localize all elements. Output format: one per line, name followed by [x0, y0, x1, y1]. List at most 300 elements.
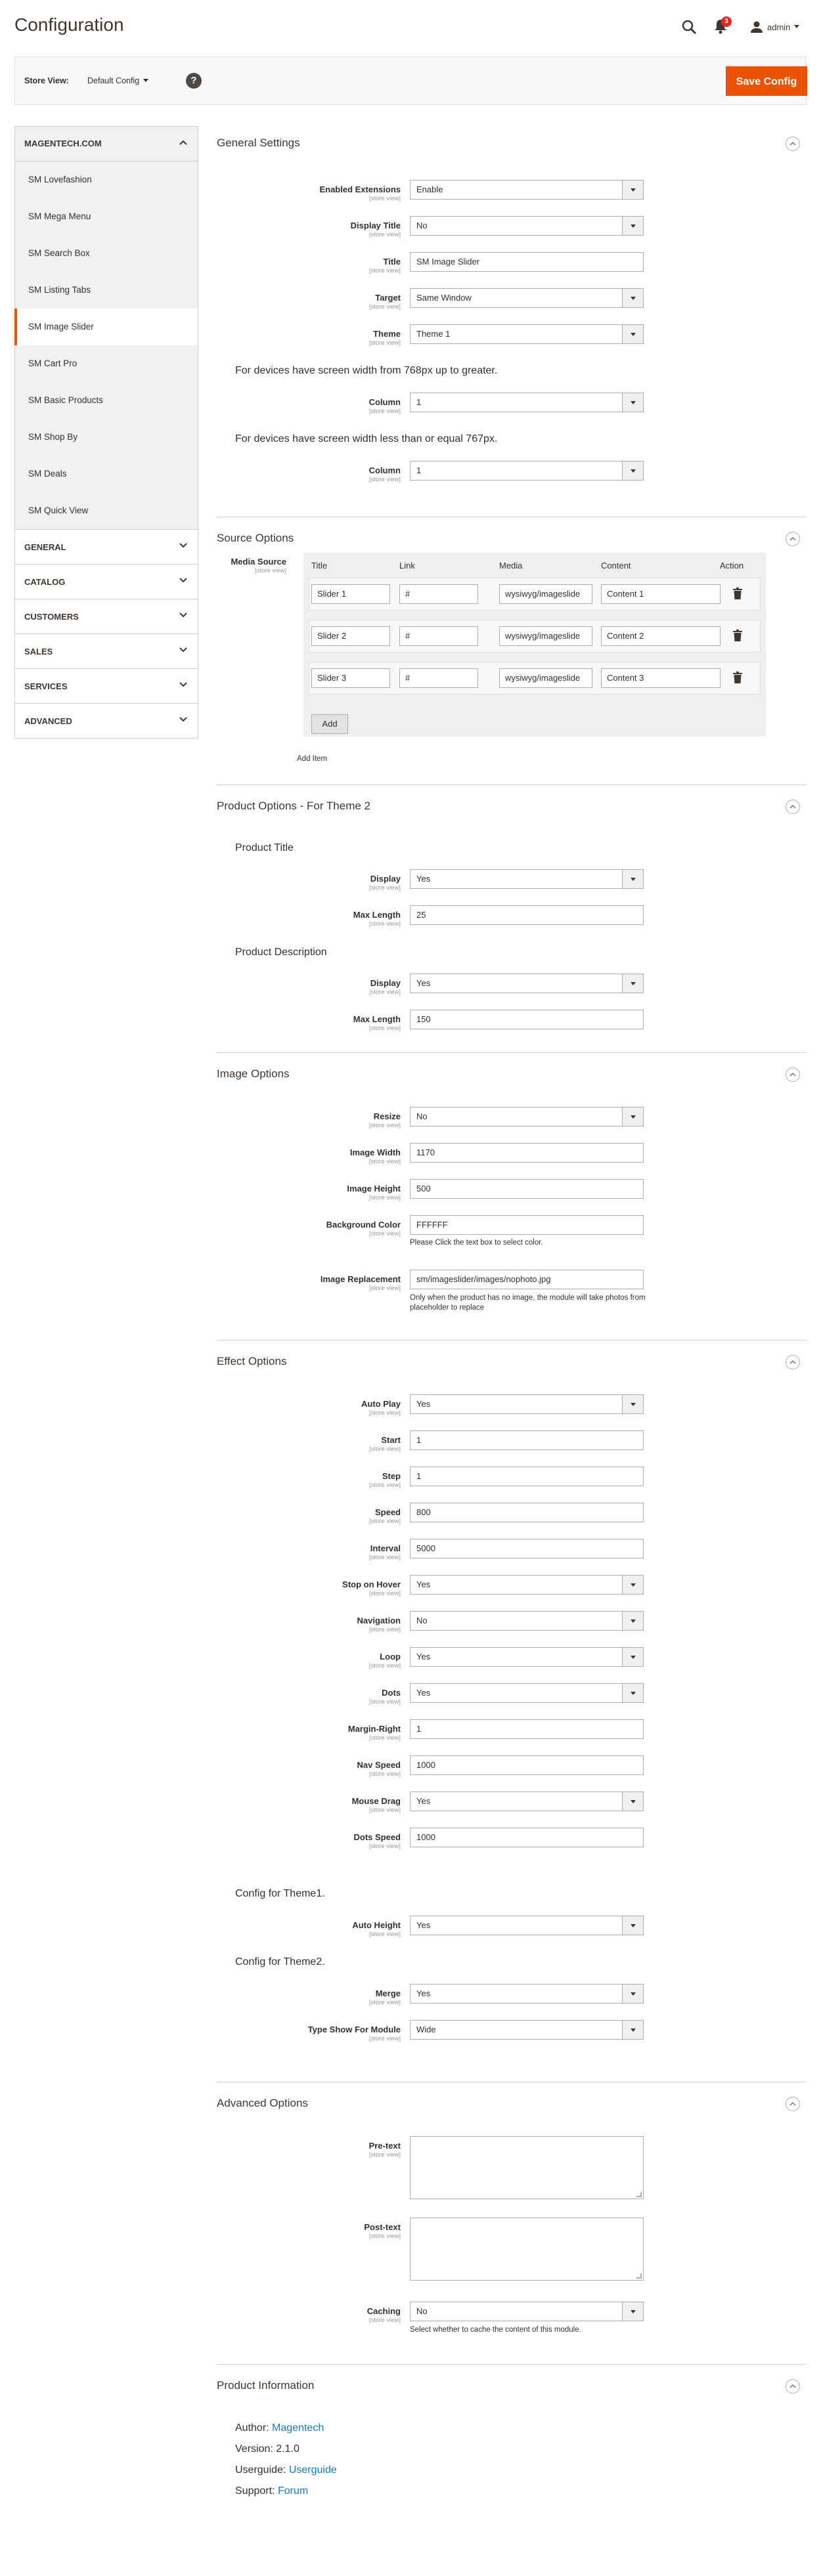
column-large-row	[217, 393, 807, 419]
select-value: Yes	[416, 978, 431, 988]
merge-select[interactable]	[410, 1984, 644, 2004]
speed-row	[217, 1503, 807, 1529]
collapse-toggle-icon[interactable]	[786, 137, 800, 151]
select-value: 1	[416, 397, 422, 407]
delete-row-trash-icon[interactable]	[733, 588, 745, 601]
scope-label: [store view]	[368, 2035, 401, 2042]
chevron-down-icon	[179, 717, 187, 722]
dots-select[interactable]	[410, 1683, 644, 1703]
sidebar-tab-magentech[interactable]	[14, 126, 198, 161]
scope-label: [store view]	[368, 1122, 401, 1129]
navigation-select[interactable]	[410, 1611, 644, 1631]
interval-input[interactable]: 5000	[410, 1539, 644, 1558]
select-value: Yes	[416, 1988, 431, 1998]
select-arrow-icon	[622, 1916, 643, 1935]
nav-speed-row	[217, 1755, 807, 1782]
field-label: Enabled Extensions	[319, 184, 401, 194]
caching-select[interactable]	[410, 2302, 644, 2321]
title-display-select[interactable]	[410, 869, 644, 889]
select-arrow-icon	[622, 181, 643, 199]
auto-play-row	[217, 1394, 807, 1421]
chevron-down-icon	[179, 647, 187, 653]
desc-display-row	[217, 974, 807, 1000]
support-link[interactable]: Forum	[277, 2485, 309, 2497]
scope-label: [store view]	[368, 1626, 401, 1633]
image-options-section	[217, 1053, 807, 1341]
scope-label: [store view]	[368, 476, 401, 483]
field-label: Image Height	[347, 1184, 401, 1193]
store-view-value: Default Config	[87, 76, 140, 85]
support-line	[235, 2485, 308, 2497]
media-source-label: Media Source	[231, 557, 286, 567]
sidebar-group-services[interactable]	[14, 669, 198, 704]
select-arrow-icon	[622, 2021, 643, 2039]
chevron-down-icon	[179, 612, 187, 618]
theme-select[interactable]	[410, 324, 644, 344]
search-icon[interactable]	[680, 18, 698, 35]
select-value: 1	[416, 465, 422, 475]
scope-label: [store view]	[368, 1771, 401, 1778]
sidebar-item-sm-quick-view[interactable]	[14, 492, 198, 529]
loop-row	[217, 1647, 807, 1673]
caret-down-icon	[794, 25, 799, 29]
select-value: Yes	[416, 1579, 431, 1589]
grid-header-action: Action	[720, 561, 744, 570]
column-small-row	[217, 461, 807, 487]
save-config-button[interactable]: Save Config	[726, 66, 807, 96]
section-title[interactable]: General Settings	[217, 137, 300, 149]
help-icon[interactable]: ?	[186, 73, 202, 89]
auto-play-select[interactable]	[410, 1394, 644, 1414]
grid-link-input[interactable]: #	[399, 626, 478, 646]
section-title[interactable]: Effect Options	[217, 1355, 287, 1367]
caret-down-icon	[143, 79, 148, 83]
field-label: Loop	[380, 1652, 401, 1662]
select-value: Yes	[416, 1796, 431, 1806]
sidebar-item-sm-shop-by[interactable]	[14, 419, 198, 456]
desc-display-select[interactable]	[410, 974, 644, 993]
post-text-textarea[interactable]	[410, 2218, 644, 2281]
auto-height-select[interactable]	[410, 1916, 644, 1935]
theme1-config-heading: Config for Theme1.	[235, 1888, 325, 1899]
notifications-count-badge: 3	[721, 16, 732, 27]
field-label: Background Color	[326, 1220, 401, 1230]
scope-label: [store view]	[368, 1662, 401, 1669]
grid-header-content: Content	[601, 561, 631, 570]
select-arrow-icon	[622, 1648, 643, 1666]
sidebar-item-sm-deals[interactable]	[14, 456, 198, 492]
field-label: Max Length	[353, 1014, 401, 1024]
field-label: Display	[370, 978, 401, 988]
auto-height-row	[217, 1916, 807, 1942]
pre-text-textarea[interactable]	[410, 2136, 644, 2199]
target-select[interactable]	[410, 288, 644, 308]
sidebar-item-sm-mega-menu[interactable]	[14, 198, 198, 235]
grid-header-media: Media	[499, 561, 523, 570]
store-view-label: Store View:	[24, 76, 69, 85]
select-value: Yes	[416, 1688, 431, 1698]
select-value: Wide	[416, 2025, 436, 2034]
nav-speed-input[interactable]: 1000	[410, 1755, 644, 1775]
section-title[interactable]: Source Options	[217, 532, 294, 544]
column-large-select[interactable]	[410, 393, 644, 412]
grid-media-input[interactable]: wysiwyg/imageslide	[499, 584, 592, 604]
field-label: Nav Speed	[357, 1760, 401, 1770]
sidebar-group-label: GENERAL	[24, 542, 66, 552]
product-information-section	[217, 2365, 807, 2576]
image-height-input[interactable]: 500	[410, 1179, 644, 1199]
dots-row	[217, 1683, 807, 1709]
collapse-toggle-icon[interactable]	[786, 2379, 800, 2394]
sidebar-item-label: SM Deals	[28, 469, 67, 479]
section-title[interactable]: Advanced Options	[217, 2097, 308, 2109]
field-label: Auto Height	[352, 1920, 401, 1930]
store-view-bar	[14, 56, 807, 105]
step-input[interactable]: 1	[410, 1467, 644, 1486]
image-width-row	[217, 1143, 807, 1169]
image-replacement-note: Only when the product has no image, the module will take photos from placeholder to replace	[410, 1294, 646, 1312]
enabled-extensions-select[interactable]	[410, 180, 644, 200]
scope-label: [store view]	[368, 2317, 401, 2324]
field-label: Title	[383, 257, 401, 267]
scope-label: [store view]	[368, 1698, 401, 1706]
sidebar-item-label: SM Lovefashion	[28, 175, 92, 184]
merge-row	[217, 1984, 807, 2010]
section-title[interactable]: Product Information	[217, 2379, 315, 2392]
target-row	[217, 288, 807, 314]
field-label: Interval	[370, 1543, 401, 1553]
user-name: admin	[767, 22, 791, 32]
enabled-extensions-row	[217, 180, 807, 206]
sidebar-item-sm-image-slider[interactable]	[14, 309, 198, 345]
field-label: Max Length	[353, 910, 401, 920]
loop-select[interactable]	[410, 1647, 644, 1667]
field-label: Resize	[373, 1111, 401, 1121]
start-input[interactable]: 1	[410, 1430, 644, 1450]
title-row	[217, 252, 807, 278]
resize-select[interactable]	[410, 1107, 644, 1127]
image-replacement-input[interactable]: sm/imageslider/images/nophoto.jpg	[410, 1270, 644, 1289]
scope-label: [store view]	[368, 303, 401, 311]
sidebar-group-label: SERVICES	[24, 681, 68, 691]
interval-row	[217, 1539, 807, 1565]
margin-right-input[interactable]: 1	[410, 1719, 644, 1739]
select-arrow-icon	[622, 325, 643, 343]
scope-label: [store view]	[368, 1409, 401, 1417]
field-label: Speed	[374, 1507, 401, 1517]
select-arrow-icon	[622, 1792, 643, 1811]
title-maxlength-row	[217, 905, 807, 932]
select-value: No	[416, 1616, 428, 1625]
select-arrow-icon	[622, 393, 643, 412]
sidebar-item-label: SM Listing Tabs	[28, 285, 91, 295]
scope-label: [store view]	[368, 1230, 401, 1237]
title-input[interactable]: SM Image Slider	[410, 252, 644, 272]
config-sidebar	[14, 126, 198, 739]
grid-content-input[interactable]: Content 2	[601, 626, 721, 646]
collapse-toggle-icon[interactable]	[786, 2097, 800, 2111]
theme2-config-heading: Config for Theme2.	[235, 1956, 325, 1967]
scope-label: [store view]	[368, 1518, 401, 1525]
sidebar-group-advanced[interactable]	[14, 704, 198, 739]
effect-options-section	[217, 1341, 807, 2082]
sidebar-item-label: SM Basic Products	[28, 395, 104, 405]
scope-label: [store view]	[368, 1931, 401, 1938]
field-label: Image Replacement	[320, 1274, 401, 1284]
field-label: Step	[382, 1471, 401, 1481]
field-label: Auto Play	[361, 1399, 401, 1409]
grid-title-input[interactable]: Slider 3	[311, 668, 390, 688]
scope-label: [store view]	[368, 267, 401, 274]
delete-row-trash-icon[interactable]	[733, 672, 745, 685]
sidebar-item-sm-listing-tabs[interactable]	[14, 272, 198, 309]
desc-maxlength-input[interactable]: 150	[410, 1010, 644, 1029]
small-device-heading: For devices have screen width less than or equal 767px.	[235, 433, 498, 444]
image-height-row	[217, 1179, 807, 1205]
section-title[interactable]: Product Options - For Theme 2	[217, 800, 371, 812]
stop-on-hover-row	[217, 1575, 807, 1601]
sidebar-group-sales[interactable]	[14, 634, 198, 669]
page-header	[0, 0, 821, 56]
delete-row-trash-icon[interactable]	[733, 630, 745, 643]
version-line: Version: 2.1.0	[235, 2443, 300, 2455]
select-arrow-icon	[622, 217, 643, 235]
sidebar-group-catalog[interactable]	[14, 565, 198, 599]
grid-link-input[interactable]: #	[399, 668, 478, 688]
post-text-row	[217, 2218, 807, 2283]
field-label: Merge	[375, 1988, 401, 1998]
select-value: No	[416, 221, 428, 230]
scope-label: [store view]	[368, 1554, 401, 1561]
select-value: No	[416, 1111, 428, 1121]
sidebar-group-general[interactable]	[14, 530, 198, 565]
stop-on-hover-select[interactable]	[410, 1575, 644, 1595]
sidebar-group-label: CATALOG	[24, 577, 66, 587]
scope-label: [store view]	[368, 1482, 401, 1489]
section-title[interactable]: Image Options	[217, 1067, 290, 1080]
field-label: Mouse Drag	[351, 1796, 401, 1806]
sidebar-item-label: SM Cart Pro	[28, 358, 78, 368]
mouse-drag-row	[217, 1792, 807, 1818]
add-item-link[interactable]: Add Item	[297, 755, 328, 763]
scope-label: [store view]	[368, 231, 401, 238]
user-icon	[750, 20, 763, 33]
grid-content-input[interactable]: Content 1	[601, 584, 721, 604]
field-label: Start	[381, 1435, 401, 1445]
select-value: Yes	[416, 1399, 431, 1409]
resize-grip-icon[interactable]	[636, 2273, 642, 2279]
sidebar-item-sm-lovefashion[interactable]	[14, 161, 198, 198]
scope-label: [store view]	[368, 1807, 401, 1814]
display-title-select[interactable]	[410, 216, 644, 236]
grid-header-link: Link	[399, 561, 415, 570]
grid-content-input[interactable]: Content 3	[601, 668, 721, 688]
title-maxlength-input[interactable]: 25	[410, 905, 644, 925]
product-description-heading: Product Description	[235, 947, 327, 958]
title-display-row	[217, 869, 807, 895]
select-arrow-icon	[622, 1395, 643, 1413]
scope-label: [store view]	[368, 1734, 401, 1742]
field-label: Display	[370, 874, 401, 884]
mouse-drag-select[interactable]	[410, 1792, 644, 1811]
sidebar-group-label: CUSTOMERS	[24, 612, 79, 622]
scope-label: [store view]	[368, 408, 401, 415]
select-arrow-icon	[622, 1576, 643, 1594]
chevron-down-icon	[179, 578, 187, 583]
image-width-input[interactable]: 1170	[410, 1143, 644, 1163]
background-color-note: Please Click the text box to select color.	[410, 1239, 543, 1247]
sidebar-group-label: SALES	[24, 647, 53, 656]
advanced-options-section	[217, 2082, 807, 2365]
user-menu[interactable]	[750, 18, 799, 35]
step-row	[217, 1467, 807, 1493]
field-label: Display Title	[350, 221, 401, 230]
speed-input[interactable]: 800	[410, 1503, 644, 1522]
field-label: Pre-text	[368, 2141, 401, 2151]
pre-text-row	[217, 2136, 807, 2202]
author-link[interactable]: Magentech	[272, 2422, 324, 2434]
field-label: Dots	[382, 1688, 401, 1698]
type-show-select[interactable]	[410, 2020, 644, 2040]
sidebar-item-sm-search-box[interactable]	[14, 235, 198, 272]
select-arrow-icon	[622, 289, 643, 307]
collapse-toggle-icon[interactable]	[786, 1355, 800, 1369]
field-label: Navigation	[357, 1616, 401, 1625]
navigation-row	[217, 1611, 807, 1637]
sidebar-item-sm-basic-products[interactable]	[14, 382, 198, 419]
field-label: Image Width	[349, 1148, 401, 1157]
select-arrow-icon	[622, 1107, 643, 1126]
product-title-heading: Product Title	[235, 842, 294, 853]
start-row	[217, 1430, 807, 1457]
select-value: Yes	[416, 1920, 431, 1930]
page-title: Configuration	[14, 14, 124, 35]
scope-label: [store view]	[368, 339, 401, 347]
collapse-toggle-icon[interactable]	[786, 1067, 800, 1082]
select-value: Yes	[416, 1652, 431, 1662]
scope-label: [store view]	[368, 2233, 401, 2240]
sidebar-item-label: SM Quick View	[28, 505, 89, 515]
scope-label: [store view]	[368, 2151, 401, 2158]
scope-label: [store view]	[368, 195, 401, 202]
field-label: Theme	[373, 329, 401, 339]
grid-header-title: Title	[311, 561, 328, 570]
field-label: Target	[375, 293, 401, 303]
userguide-link[interactable]: Userguide	[288, 2464, 337, 2476]
field-label: Margin-Right	[347, 1724, 401, 1734]
chevron-down-icon	[179, 682, 187, 687]
resize-grip-icon[interactable]	[636, 2192, 642, 2197]
background-color-input[interactable]: FFFFFF	[410, 1215, 644, 1235]
scope-label: [store view]	[368, 1158, 401, 1165]
caching-note: Select whether to cache the content of this module.	[410, 2326, 581, 2334]
notifications-bell-icon[interactable]	[713, 18, 730, 36]
sidebar-item-label: SM Mega Menu	[28, 211, 91, 221]
dots-speed-input[interactable]: 1000	[410, 1828, 644, 1847]
column-small-select[interactable]	[410, 461, 644, 481]
scope-label: [store view]	[368, 1194, 401, 1201]
field-label: Post-text	[364, 2222, 401, 2232]
scope-label: [store view]	[368, 1446, 401, 1453]
select-value: No	[416, 2306, 428, 2316]
collapse-toggle-icon[interactable]	[786, 532, 800, 546]
add-row-button[interactable]: Add	[311, 714, 348, 734]
scope-label: [store view]	[368, 989, 401, 996]
scope-label: [store view]	[368, 1999, 401, 2006]
sidebar-item-label: SM Search Box	[28, 248, 90, 258]
background-color-row	[217, 1215, 807, 1241]
field-label: Column	[368, 397, 401, 407]
desc-maxlength-row	[217, 1010, 807, 1036]
select-arrow-icon	[622, 1612, 643, 1630]
field-label: Column	[368, 465, 401, 475]
sidebar-group-customers[interactable]	[14, 599, 198, 634]
type-show-row	[217, 2020, 807, 2046]
chevron-up-icon	[179, 140, 187, 145]
select-arrow-icon	[622, 870, 643, 888]
collapse-toggle-icon[interactable]	[786, 800, 800, 814]
scope-label: [store view]	[254, 567, 286, 574]
author-line	[235, 2422, 324, 2434]
field-label: Dots Speed	[353, 1832, 401, 1842]
support-label: Support:	[235, 2485, 275, 2497]
author-label: Author:	[235, 2422, 269, 2434]
general-settings-section	[217, 126, 807, 517]
select-arrow-icon	[622, 2302, 643, 2321]
sidebar-tab-label: MAGENTECH.COM	[24, 139, 102, 148]
userguide-label: Userguide:	[235, 2464, 286, 2476]
grid-title-input[interactable]: Slider 2	[311, 626, 390, 646]
resize-row	[217, 1107, 807, 1133]
sidebar-item-label: SM Shop By	[28, 432, 78, 442]
select-arrow-icon	[622, 1985, 643, 2003]
select-arrow-icon	[622, 1684, 643, 1702]
sidebar-item-label: SM Image Slider	[28, 322, 94, 332]
grid-media-input[interactable]: wysiwyg/imageslide	[499, 668, 592, 688]
select-arrow-icon	[622, 462, 643, 480]
select-arrow-icon	[622, 974, 643, 993]
userguide-line	[235, 2464, 337, 2476]
sidebar-item-sm-cart-pro[interactable]	[14, 345, 198, 382]
chevron-down-icon	[179, 543, 187, 548]
product-options-section	[217, 785, 807, 1053]
store-view-switcher[interactable]	[87, 76, 148, 85]
grid-title-input[interactable]: Slider 1	[311, 584, 390, 604]
dots-speed-row	[217, 1828, 807, 1854]
grid-media-input[interactable]: wysiwyg/imageslide	[499, 626, 592, 646]
field-label: Type Show For Module	[307, 2025, 401, 2034]
image-replacement-row	[217, 1270, 807, 1296]
sidebar-groups	[14, 530, 198, 739]
select-value: Same Window	[416, 293, 472, 303]
scope-label: [store view]	[368, 1025, 401, 1032]
sidebar-items	[14, 161, 198, 530]
scope-label: [store view]	[368, 1285, 401, 1292]
select-value: Yes	[416, 874, 431, 884]
field-label: Caching	[366, 2306, 401, 2316]
sidebar-group-label: ADVANCED	[24, 716, 72, 726]
large-device-heading: For devices have screen width from 768px up to greater.	[235, 365, 498, 376]
theme-row	[217, 324, 807, 351]
scope-label: [store view]	[368, 1843, 401, 1850]
caching-row	[217, 2302, 807, 2328]
margin-right-row	[217, 1719, 807, 1746]
scope-label: [store view]	[368, 884, 401, 891]
grid-link-input[interactable]: #	[399, 584, 478, 604]
select-value: Theme 1	[416, 329, 451, 339]
scope-label: [store view]	[368, 920, 401, 928]
display-title-row	[217, 216, 807, 242]
